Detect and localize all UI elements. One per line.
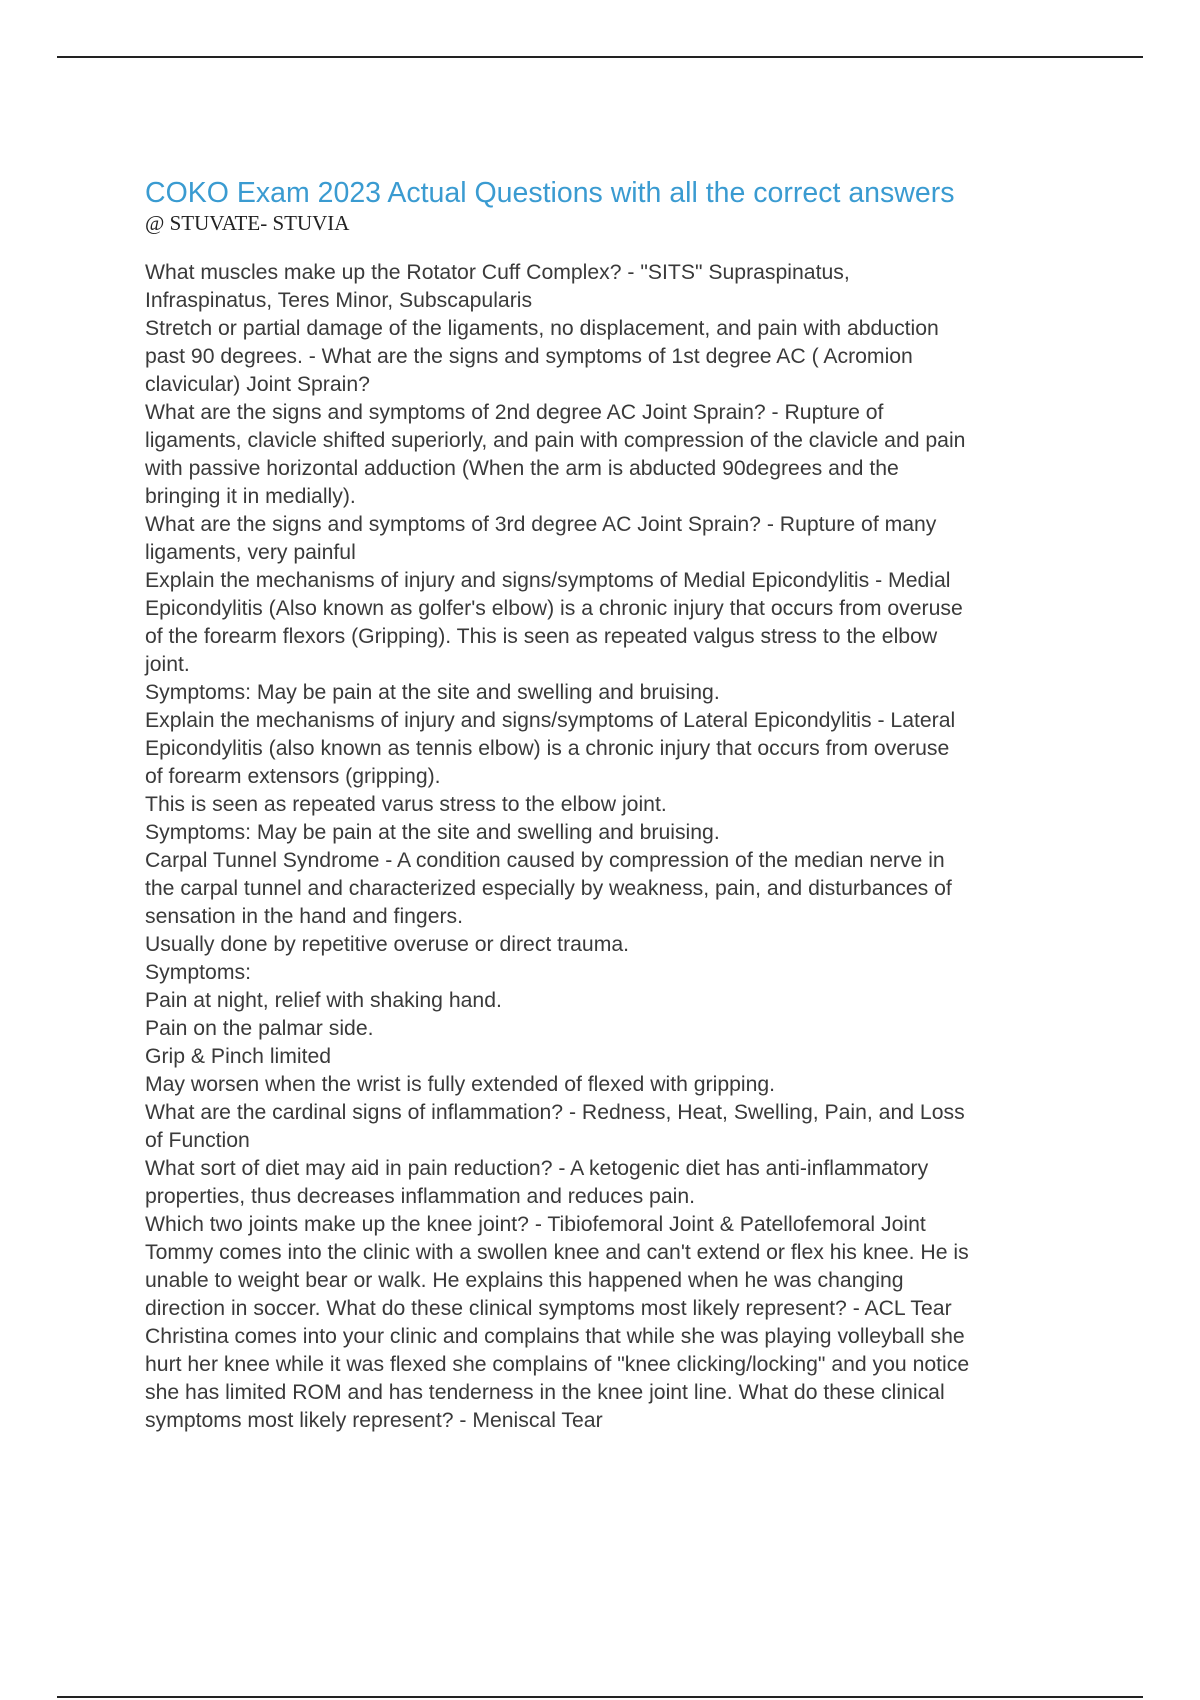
text-line: What are the signs and symptoms of 3rd degree AC Joint Sprain? - Rupture of many	[145, 513, 937, 536]
qa-text-block	[145, 259, 1095, 1435]
text-line: Infraspinatus, Teres Minor, Subscapularis	[145, 289, 533, 312]
text-line: This is seen as repeated varus stress to the elbow joint.	[145, 793, 667, 816]
text-line: ligaments, clavicle shifted superiorly, and pain with compression of the clavicle and pain	[145, 429, 966, 452]
text-line: Explain the mechanisms of injury and signs/symptoms of Medial Epicondylitis - Medial	[145, 569, 951, 592]
text-line: direction in soccer. What do these clinical symptoms most likely represent? - ACL Tear	[145, 1297, 952, 1320]
text-line: past 90 degrees. - What are the signs and symptoms of 1st degree AC ( Acromion	[145, 345, 913, 368]
text-line: Symptoms: May be pain at the site and swelling and bruising.	[145, 681, 720, 704]
text-line: Which two joints make up the knee joint? - Tibiofemoral Joint & Patellofemoral Joint	[145, 1213, 926, 1236]
text-line: sensation in the hand and fingers.	[145, 905, 464, 928]
text-line: Epicondylitis (Also known as golfer's elbow) is a chronic injury that occurs from overuse	[145, 597, 963, 620]
text-line: Explain the mechanisms of injury and signs/symptoms of Lateral Epicondylitis - Lateral	[145, 709, 956, 732]
text-line: the carpal tunnel and characterized especially by weakness, pain, and disturbances of	[145, 877, 952, 900]
text-line: Pain on the palmar side.	[145, 1017, 374, 1040]
text-line: joint.	[145, 653, 190, 676]
text-line: What are the cardinal signs of inflammation? - Redness, Heat, Swelling, Pain, and Loss	[145, 1101, 965, 1124]
text-line: Tommy comes into the clinic with a swollen knee and can't extend or flex his knee. He is	[145, 1241, 969, 1264]
text-line: symptoms most likely represent? - Meniscal Tear	[145, 1409, 603, 1432]
text-line: hurt her knee while it was flexed she complains of "knee clicking/locking" and you notice	[145, 1353, 970, 1376]
text-line: she has limited ROM and has tenderness in the knee joint line. What do these clinical	[145, 1381, 945, 1404]
text-line: of the forearm flexors (Gripping). This is seen as repeated valgus stress to the elbow	[145, 625, 938, 648]
text-line: Carpal Tunnel Syndrome - A condition caused by compression of the median nerve in	[145, 849, 945, 872]
text-line: of forearm extensors (gripping).	[145, 765, 441, 788]
text-line: Grip & Pinch limited	[145, 1045, 332, 1068]
document-body	[145, 175, 1095, 1435]
text-line: bringing it in medially).	[145, 485, 356, 508]
document-subtitle: @ STUVATE- STUVIA	[145, 211, 350, 235]
document-title: COKO Exam 2023 Actual Questions with all the correct answers	[145, 177, 955, 209]
text-line: Usually done by repetitive overuse or direct trauma.	[145, 933, 630, 956]
text-line: with passive horizontal adduction (When the arm is abducted 90degrees and the	[145, 457, 899, 480]
text-line: properties, thus decreases inflammation and reduces pain.	[145, 1185, 696, 1208]
text-line: Epicondylitis (also known as tennis elbow) is a chronic injury that occurs from overuse	[145, 737, 950, 760]
text-line: What sort of diet may aid in pain reduction? - A ketogenic diet has anti-inflammatory	[145, 1157, 929, 1180]
text-line: What are the signs and symptoms of 2nd degree AC Joint Sprain? - Rupture of	[145, 401, 884, 424]
bottom-rule	[57, 1696, 1143, 1698]
text-line: Symptoms:	[145, 961, 251, 984]
text-line: of Function	[145, 1129, 250, 1152]
text-line: May worsen when the wrist is fully extended of flexed with gripping.	[145, 1073, 776, 1096]
text-line: ligaments, very painful	[145, 541, 356, 564]
text-line: unable to weight bear or walk. He explains this happened when he was changing	[145, 1269, 904, 1292]
text-line: Christina comes into your clinic and complains that while she was playing volleyball she	[145, 1325, 965, 1348]
text-line: clavicular) Joint Sprain?	[145, 373, 370, 396]
top-rule	[57, 56, 1143, 58]
text-line: Symptoms: May be pain at the site and swelling and bruising.	[145, 821, 720, 844]
text-line: Stretch or partial damage of the ligaments, no displacement, and pain with abduction	[145, 317, 939, 340]
text-line: Pain at night, relief with shaking hand.	[145, 989, 502, 1012]
text-line: What muscles make up the Rotator Cuff Complex? - "SITS" Supraspinatus,	[145, 261, 850, 284]
